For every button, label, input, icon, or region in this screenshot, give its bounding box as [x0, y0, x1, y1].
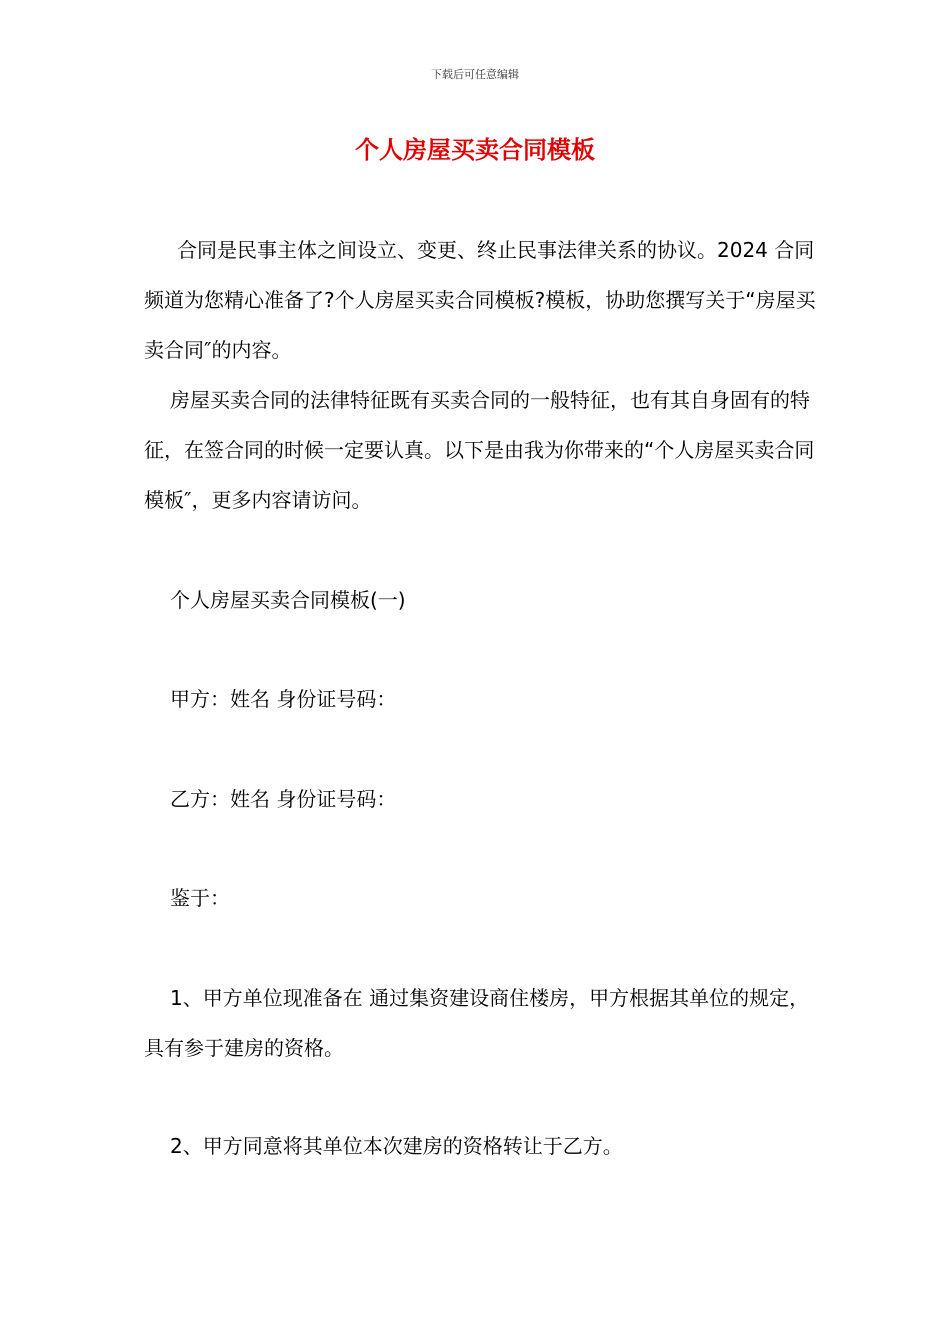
party-b-line: 乙方：姓名 身份证号码： [170, 787, 397, 811]
whereas-line: 鉴于： [170, 886, 230, 910]
document-title: 个人房屋买卖合同模板 [355, 136, 595, 164]
header-note: 下载后可任意编辑 [431, 68, 519, 81]
intro-paragraph-1: 合同是民事主体之间设立、变更、终止民事法律关系的协议。2024 合同频道为您精心准备了?个人房屋买卖合同模板?模板，协助您撰写关于“房屋买卖合同″的内容。 [144, 238, 816, 362]
clause-1: 1、甲方单位现准备在 通过集资建设商住楼房，甲方根据其单位的规定，具有参于建房的资格。 [144, 986, 810, 1060]
party-a-line: 甲方：姓名 身份证号码： [170, 687, 397, 711]
section-title: 个人房屋买卖合同模板(一) [170, 588, 406, 612]
intro-paragraph-2: 房屋买卖合同的法律特征既有买卖合同的一般特征，也有其自身固有的特征，在签合同的时候一定要认真。以下是由我为你带来的“个人房屋买卖合同模板″，更多内容请访问。 [144, 388, 815, 512]
clause-2: 2、甲方同意将其单位本次建房的资格转让于乙方。 [170, 1134, 623, 1158]
